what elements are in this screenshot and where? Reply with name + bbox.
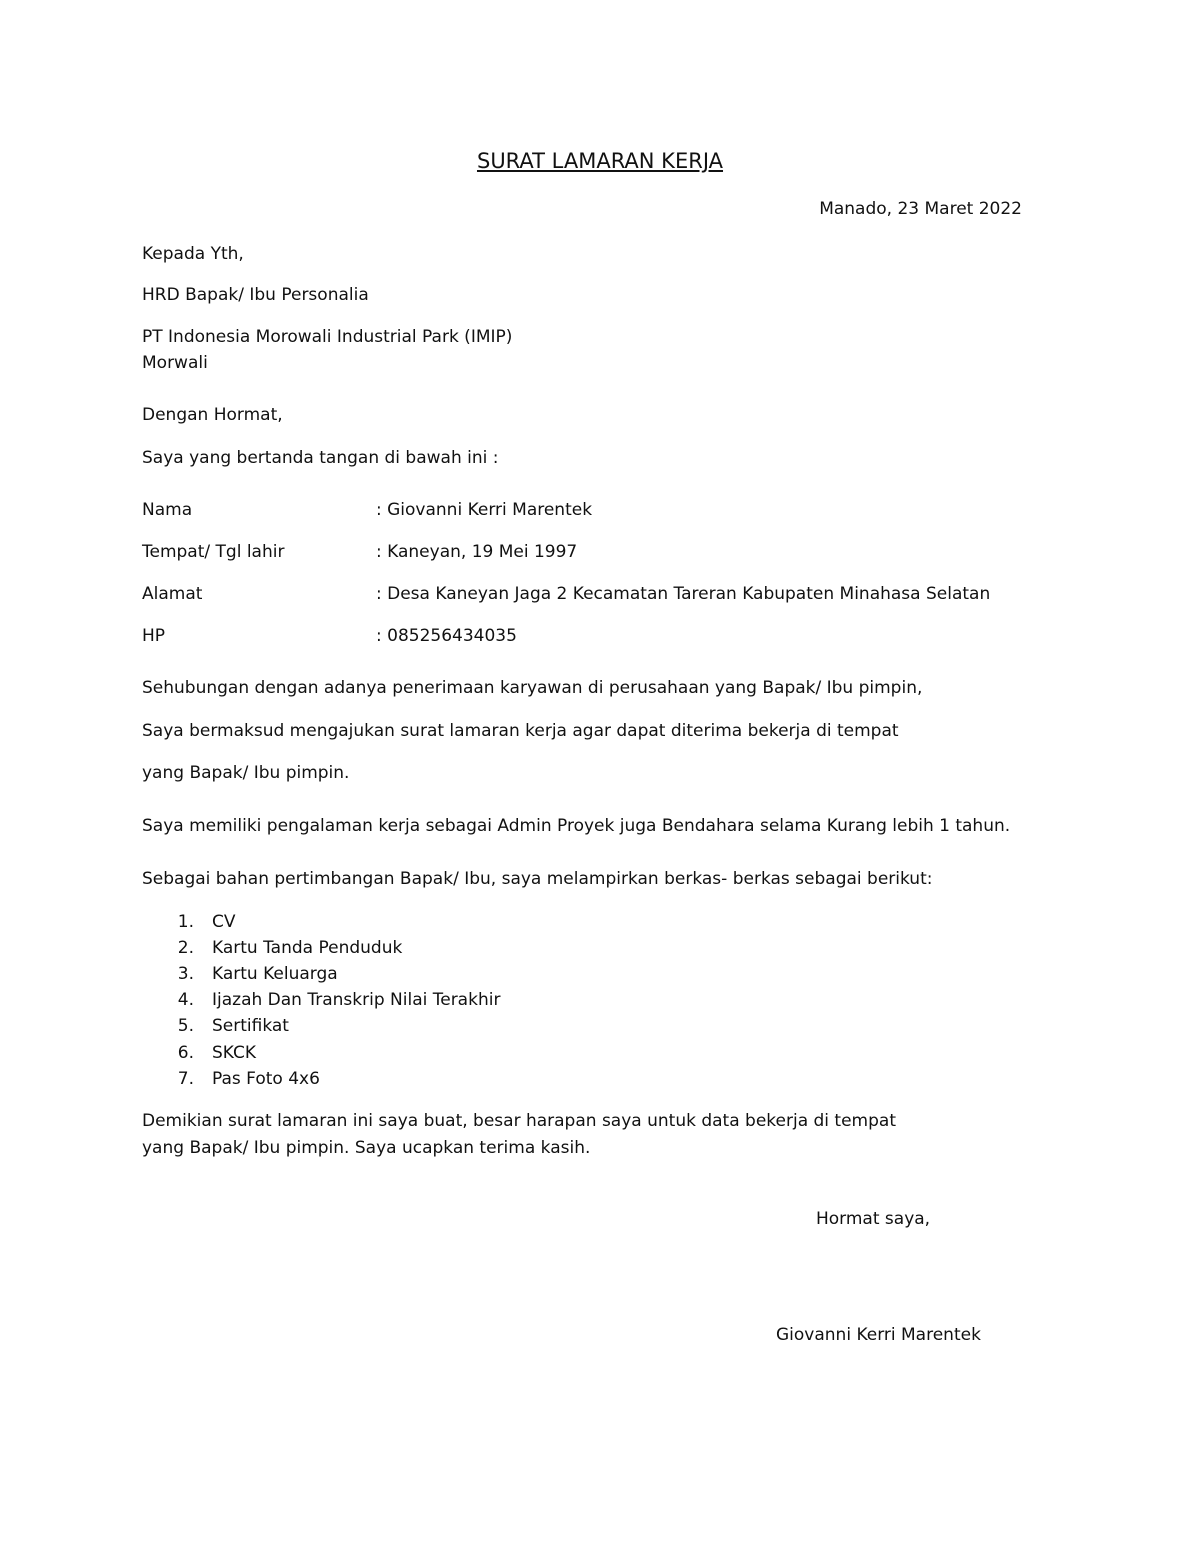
identity-label: HP xyxy=(142,626,166,646)
list-item: Kartu Tanda Penduduk xyxy=(212,938,403,958)
body-paragraph-3: yang Bapak/ Ibu pimpin. xyxy=(142,763,350,783)
body-paragraph-2: Saya bermaksud mengajukan surat lamaran kerja agar dapat diterima bekerja di tempat xyxy=(142,721,899,741)
list-number: 6. xyxy=(177,1043,194,1063)
identity-label: Alamat xyxy=(142,584,203,604)
list-item: Ijazah Dan Transkrip Nilai Terakhir xyxy=(212,990,501,1010)
identity-label: Nama xyxy=(142,500,193,520)
list-number: 2. xyxy=(177,938,194,958)
list-number: 7. xyxy=(177,1069,194,1089)
identity-value: : Desa Kaneyan Jaga 2 Kecamatan Tareran Kabupaten Minahasa Selatan xyxy=(376,584,991,604)
place-date: Manado, 23 Maret 2022 xyxy=(819,199,1022,219)
closing-line-2: yang Bapak/ Ibu pimpin. Saya ucapkan terima kasih. xyxy=(142,1138,591,1158)
list-item: Kartu Keluarga xyxy=(212,964,338,984)
list-number: 1. xyxy=(177,912,194,932)
identity-value: : 085256434035 xyxy=(376,626,517,646)
identity-value: : Giovanni Kerri Marentek xyxy=(376,500,593,520)
attachments-intro: Sebagai bahan pertimbangan Bapak/ Ibu, saya melampirkan berkas- berkas sebagai berikut: xyxy=(142,869,933,889)
list-item: Sertifikat xyxy=(212,1016,289,1036)
list-number: 5. xyxy=(177,1016,194,1036)
experience-text: Saya memiliki pengalaman kerja sebagai Admin Proyek juga Bendahara selama Kurang lebih 1 tahun. xyxy=(142,816,1011,836)
identity-value: : Kaneyan, 19 Mei 1997 xyxy=(376,542,578,562)
list-item: SKCK xyxy=(212,1043,257,1063)
closing-line-1: Demikian surat lamaran ini saya buat, besar harapan saya untuk data bekerja di tempat xyxy=(142,1111,896,1131)
identity-label: Tempat/ Tgl lahir xyxy=(142,542,285,562)
list-number: 3. xyxy=(177,964,194,984)
recipient-greeting: Kepada Yth, xyxy=(142,244,244,264)
recipient-line-1: HRD Bapak/ Ibu Personalia xyxy=(142,285,369,305)
recipient-line-2: PT Indonesia Morowali Industrial Park (IMIP) xyxy=(142,327,513,347)
list-item: Pas Foto 4x6 xyxy=(212,1069,320,1089)
signer-name: Giovanni Kerri Marentek xyxy=(776,1325,981,1345)
letter-title: SURAT LAMARAN KERJA xyxy=(476,149,724,173)
regards: Hormat saya, xyxy=(816,1209,931,1229)
recipient-line-3: Morwali xyxy=(142,353,208,373)
body-paragraph-1: Sehubungan dengan adanya penerimaan karyawan di perusahaan yang Bapak/ Ibu pimpin, xyxy=(142,678,923,698)
intro-text: Saya yang bertanda tangan di bawah ini : xyxy=(142,448,499,468)
list-number: 4. xyxy=(177,990,194,1010)
list-item: CV xyxy=(212,912,236,932)
salutation: Dengan Hormat, xyxy=(142,405,283,425)
